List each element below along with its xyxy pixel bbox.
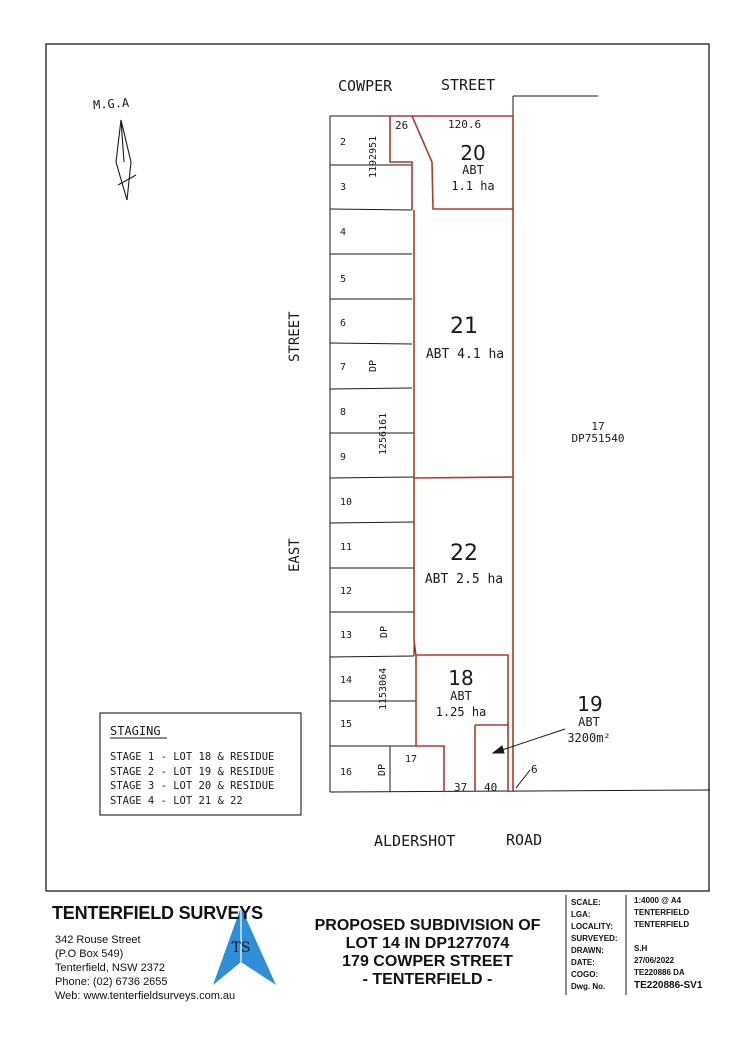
street-east-word-east: EAST bbox=[287, 538, 303, 572]
proposal-line-2: LOT 14 IN DP1277074 bbox=[345, 935, 510, 952]
meta-value-lga: TENTERFIELD bbox=[634, 908, 690, 917]
dim-37: 37 bbox=[454, 781, 468, 794]
meta-value-cogo: TE220886 DA bbox=[634, 968, 685, 977]
dp-1153064: 1153064 bbox=[378, 667, 389, 710]
meta-label-locality: LOCALITY: bbox=[571, 922, 614, 931]
lot-19-number: 19 bbox=[577, 692, 603, 716]
proposal-line-4: - TENTERFIELD - bbox=[362, 971, 493, 988]
proposal-line-3: 179 COWPER STREET bbox=[342, 953, 513, 970]
meta-value-drawn: S.H bbox=[634, 944, 648, 953]
dp-1256161: 1256161 bbox=[378, 412, 389, 455]
left-lot-17: 17 bbox=[405, 754, 418, 765]
meta-value-scale: 1:4000 @ A4 bbox=[634, 896, 682, 905]
lot-19-area: 3200m² bbox=[567, 731, 611, 745]
street-cowper-word1: COWPER bbox=[338, 77, 393, 95]
staging-stage-3: STAGE 3 - LOT 20 & RESIDUE bbox=[110, 780, 275, 792]
dp-label-13: DP bbox=[379, 625, 390, 638]
meta-label-surveyed: SURVEYED: bbox=[571, 934, 618, 943]
left-lot-10: 10 bbox=[340, 497, 353, 508]
left-lot-11: 11 bbox=[340, 542, 353, 553]
meta-value-date: 27/06/2022 bbox=[634, 956, 675, 965]
logo-letters: TS bbox=[231, 940, 251, 956]
dp-label-7: DP bbox=[368, 359, 379, 372]
left-lot-15: 15 bbox=[340, 719, 353, 730]
left-lot-7: 7 bbox=[340, 362, 347, 373]
meta-label-lga: LGA: bbox=[571, 910, 591, 919]
company-address-line-1: 342 Rouse Street bbox=[55, 934, 141, 946]
left-lot-8: 8 bbox=[340, 407, 347, 418]
dim-26: 26 bbox=[395, 119, 409, 132]
dim-120-6: 120.6 bbox=[448, 118, 482, 131]
lot-18-area: 1.25 ha bbox=[435, 705, 487, 719]
dp-1192951: 1192951 bbox=[368, 135, 379, 178]
left-lot-4: 4 bbox=[340, 227, 347, 238]
lot-18-abt: ABT bbox=[450, 689, 472, 703]
north-label: M.G.A bbox=[92, 95, 130, 113]
company-address-line-2: (P.O Box 549) bbox=[55, 948, 124, 960]
left-lot-3: 3 bbox=[340, 182, 347, 193]
meta-label-scale: SCALE: bbox=[571, 898, 601, 907]
street-cowper-word2: STREET bbox=[441, 76, 496, 94]
company-address-line-3: Tenterfield, NSW 2372 bbox=[55, 962, 166, 974]
street-aldershot-word2: ROAD bbox=[506, 831, 543, 849]
meta-label-drawn: DRAWN: bbox=[571, 946, 604, 955]
lot-20-abt: ABT bbox=[462, 163, 484, 177]
lot-20-area: 1.1 ha bbox=[451, 179, 495, 193]
left-lot-13: 13 bbox=[340, 630, 353, 641]
left-lot-5: 5 bbox=[340, 274, 347, 285]
left-lot-2: 2 bbox=[340, 137, 347, 148]
staging-title: STAGING bbox=[110, 724, 161, 738]
street-aldershot-word1: ALDERSHOT bbox=[374, 832, 456, 850]
lot-21-number: 21 bbox=[450, 314, 478, 339]
adjoining-dp: DP751540 bbox=[571, 432, 625, 445]
company-name: TENTERFIELD SURVEYS bbox=[52, 903, 263, 923]
left-lot-12: 12 bbox=[340, 586, 353, 597]
lot-19-abt: ABT bbox=[578, 715, 600, 729]
lot-22-number: 22 bbox=[450, 541, 478, 566]
staging-stage-4: STAGE 4 - LOT 21 & 22 bbox=[110, 795, 243, 807]
meta-value-dwg: TE220886-SV1 bbox=[634, 980, 703, 991]
proposal-line-1: PROPOSED SUBDIVISION OF bbox=[314, 917, 541, 934]
meta-label-cogo: COGO: bbox=[571, 970, 599, 979]
meta-label-dwg: Dwg. No. bbox=[571, 982, 606, 991]
meta-value-locality: TENTERFIELD bbox=[634, 920, 690, 929]
street-east-word-street: STREET bbox=[287, 311, 303, 362]
left-lot-16: 16 bbox=[340, 767, 353, 778]
lot-18-number: 18 bbox=[448, 666, 474, 690]
company-web[interactable]: Web: www.tenterfieldsurveys.com.au bbox=[55, 990, 236, 1002]
lot19-leader-arrow bbox=[493, 729, 565, 788]
left-lot-6: 6 bbox=[340, 318, 347, 329]
lot-22-area: ABT 2.5 ha bbox=[424, 572, 504, 587]
dp-label-16: DP bbox=[377, 763, 388, 776]
left-lot-14: 14 bbox=[340, 675, 353, 686]
adjoining-lot-17: 17 bbox=[591, 420, 605, 433]
dim-40: 40 bbox=[484, 781, 498, 794]
staging-stage-2: STAGE 2 - LOT 19 & RESIDUE bbox=[110, 766, 275, 778]
staging-stage-1: STAGE 1 - LOT 18 & RESIDUE bbox=[110, 751, 275, 763]
meta-label-date: DATE: bbox=[571, 958, 595, 967]
left-lot-9: 9 bbox=[340, 452, 347, 463]
lot-20-number: 20 bbox=[460, 141, 486, 165]
dim-6: 6 bbox=[531, 763, 538, 776]
lot-21-area: ABT 4.1 ha bbox=[425, 347, 505, 362]
company-phone: Phone: (02) 6736 2655 bbox=[55, 976, 168, 988]
north-arrow-icon bbox=[116, 120, 136, 200]
